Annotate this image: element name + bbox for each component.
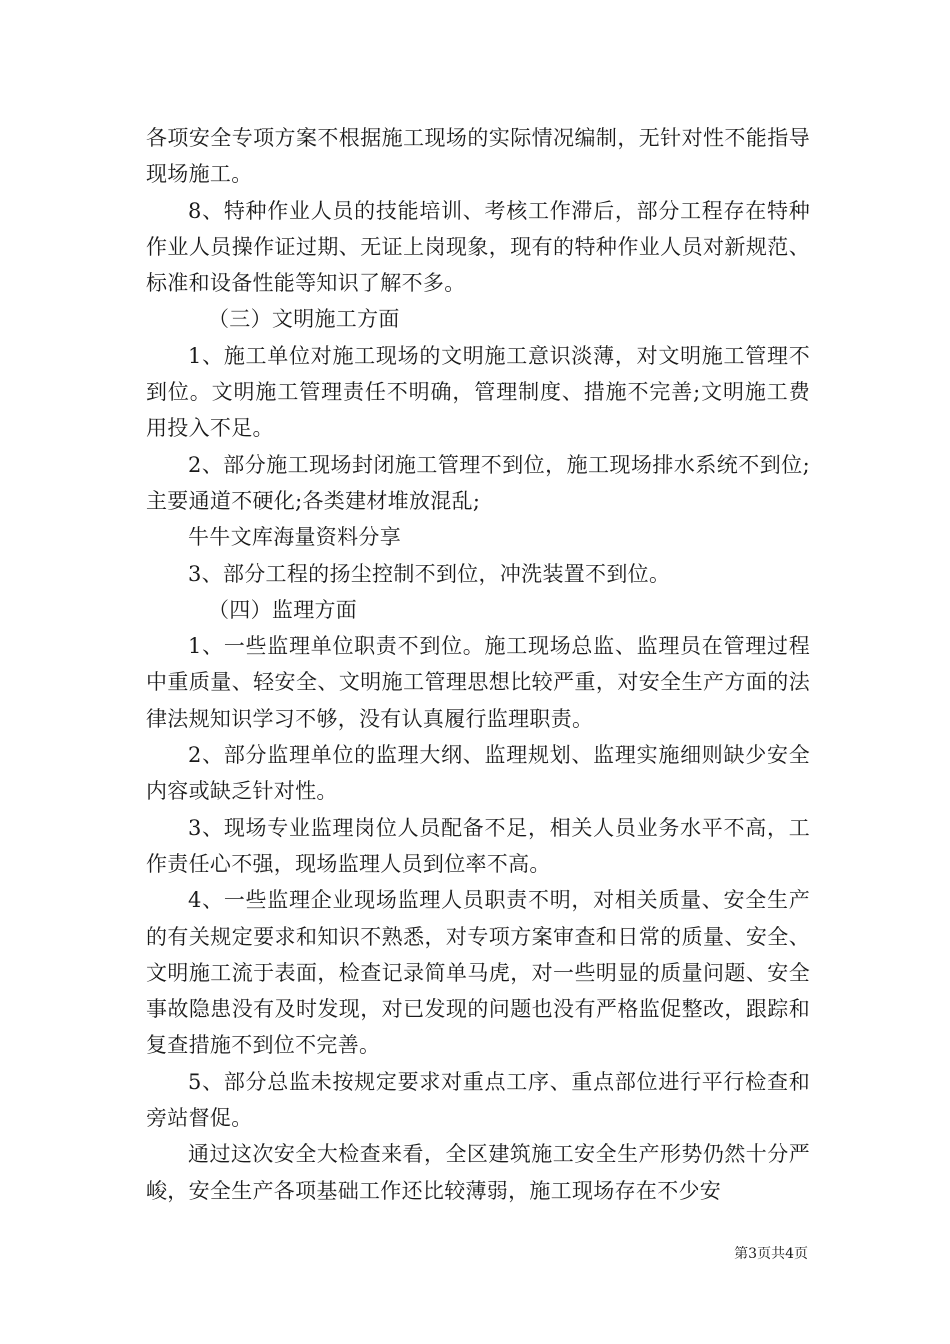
paragraph-civil-1: 1、施工单位对施工现场的文明施工意识淡薄，对文明施工管理不到位。文明施工管理责任不明确，管理制度、措施不完善;文明施工费用投入不足。 xyxy=(146,343,810,441)
paragraph-supervision-3: 3、现场专业监理岗位人员配备不足，相关人员业务水平不高，工作责任心不强，现场监理人员到位率不高。 xyxy=(146,815,810,876)
paragraph-supervision-4: 4、一些监理企业现场监理人员职责不明，对相关质量、安全生产的有关规定要求和知识不熟悉，对专项方案审查和日常的质量、安全、文明施工流于表面，检查记录简单马虎，对一些明显的质量问题、安全事故隐患没有及时发现，对已发现的问题也没有严格监促整改，跟踪和复查措施不到位不完善。 xyxy=(146,888,810,1058)
section-heading-civilized-construction: （三）文明施工方面 xyxy=(208,307,400,332)
paragraph-conclusion: 通过这次安全大检查来看，全区建筑施工安全生产形势仍然十分严峻，安全生产各项基础工作还比较薄弱，施工现场存在不少安 xyxy=(146,1142,810,1203)
document-body xyxy=(146,120,810,1209)
paragraph-civil-2: 2、部分施工现场封闭施工管理不到位，施工现场排水系统不到位;主要通道不硬化;各类建材堆放混乱; xyxy=(146,452,810,513)
watermark-text-line: 牛牛文库海量资料分享 xyxy=(188,525,401,550)
section-heading-supervision: （四）监理方面 xyxy=(208,597,358,622)
paragraph-supervision-5: 5、部分总监未按规定要求对重点工序、重点部位进行平行检查和旁站督促。 xyxy=(146,1069,810,1131)
paragraph-supervision-2: 2、部分监理单位的监理大纲、监理规划、监理实施细则缺少安全内容或缺乏针对性。 xyxy=(146,743,810,804)
paragraph-supervision-1: 1、一些监理单位职责不到位。施工现场总监、监理员在管理过程中重质量、轻安全、文明施工管理思想比较严重，对安全生产方面的法律法规知识学习不够，没有认真履行监理职责。 xyxy=(146,634,810,731)
paragraph-item-8: 8、特种作业人员的技能培训、考核工作滞后，部分工程存在特种作业人员操作证过期、无证上岗现象，现有的特种作业人员对新规范、标准和设备性能等知识了解不多。 xyxy=(146,198,810,296)
paragraph-continuation: 各项安全专项方案不根据施工现场的实际情况编制，无针对性不能指导现场施工。 xyxy=(146,126,810,187)
paragraph-civil-3: 3、部分工程的扬尘控制不到位，冲洗装置不到位。 xyxy=(188,561,671,586)
page-number: 第3页共4页 xyxy=(734,1246,808,1262)
